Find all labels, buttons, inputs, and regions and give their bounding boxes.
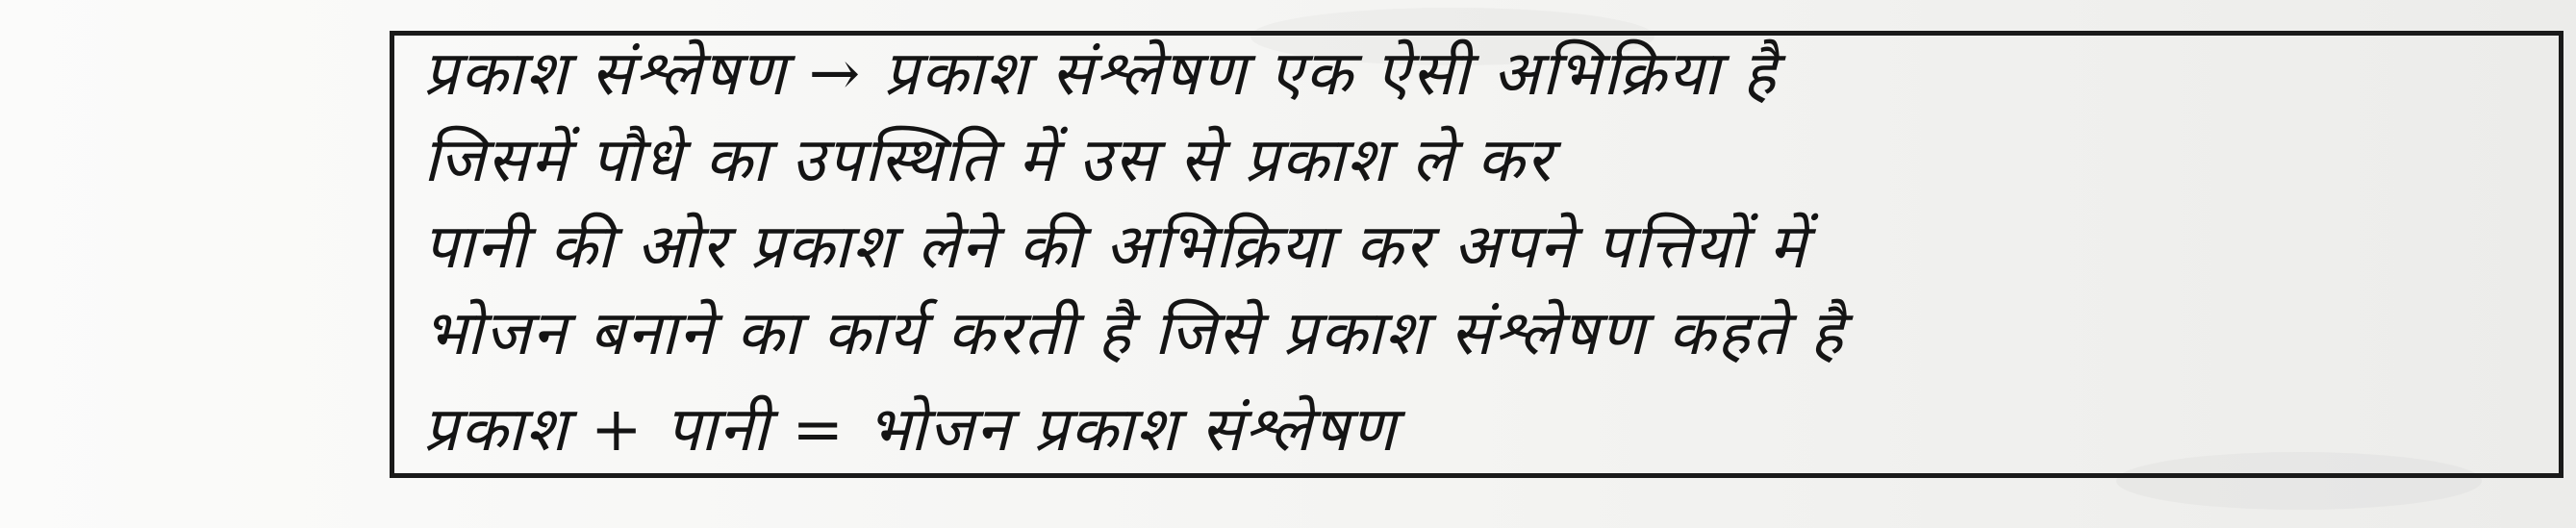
answer-line-1: प्रकाश संश्लेषण → प्रकाश संश्लेषण एक ऐसी अभिक्रिया है [423,38,1778,110]
answer-line-5-equation: प्रकाश + पानी = भोजन प्रकाश संश्लेषण [423,394,1398,465]
answer-line-4: भोजन बनाने का कार्य करती है जिसे प्रकाश संश्लेषण कहते है [423,298,1845,369]
answer-line-3: पानी की ओर प्रकाश लेने की अभिक्रिया कर अपने पत्तियों में [423,212,1808,283]
handwritten-answer-box [390,31,2563,478]
answer-line-2: जिसमें पौधे का उपस्थिति में उस से प्रकाश ले कर [423,125,1553,196]
